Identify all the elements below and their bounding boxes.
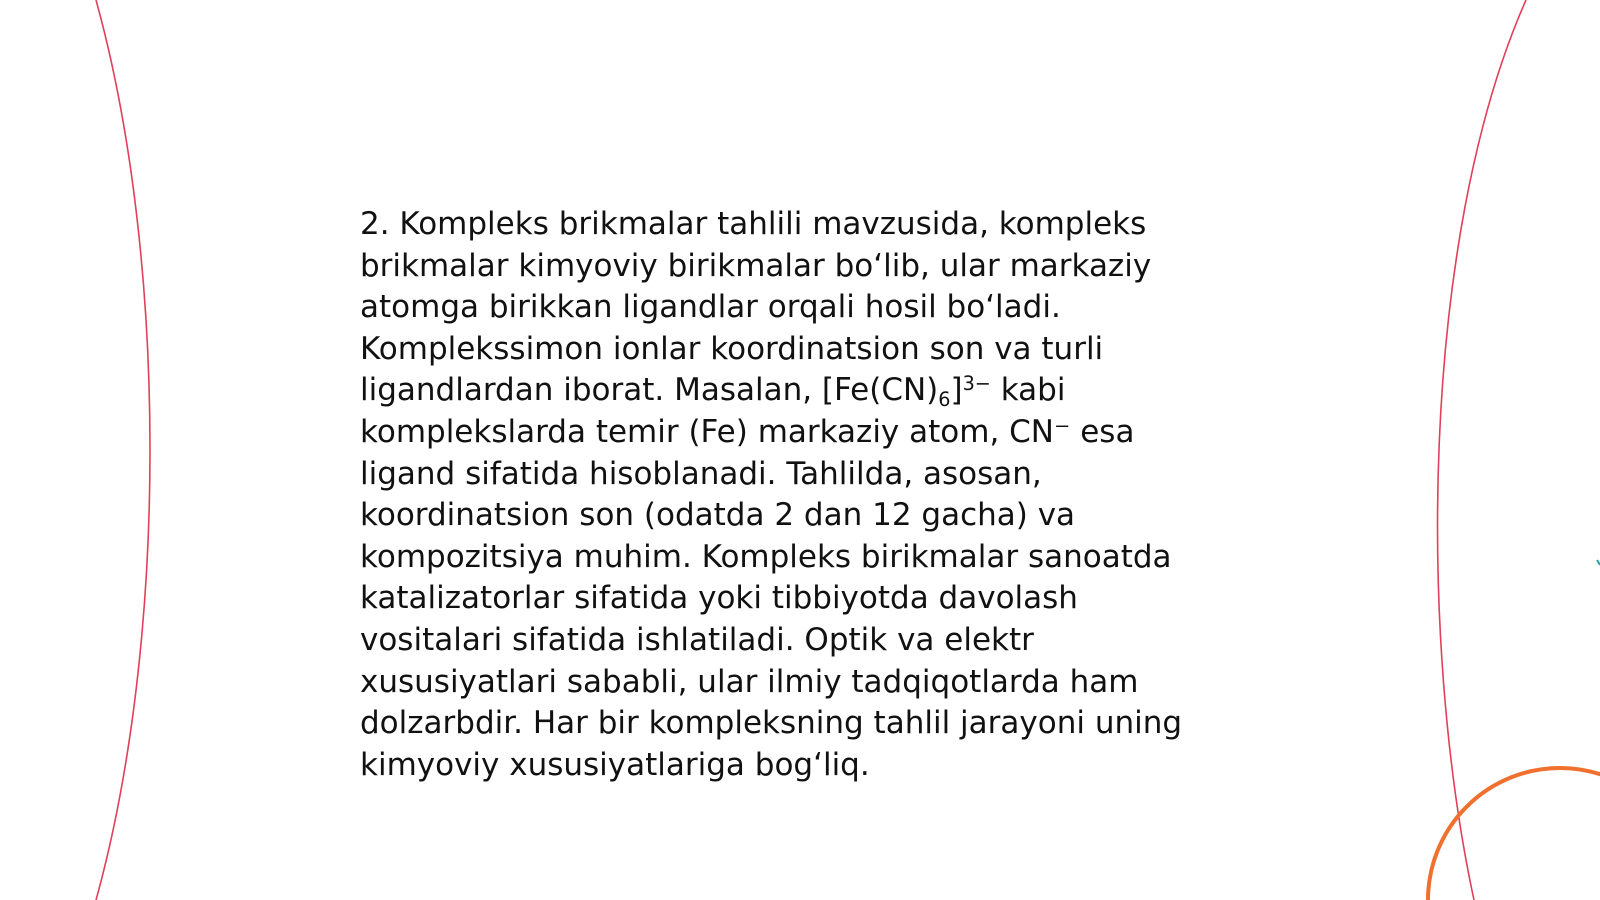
right-curve xyxy=(1438,0,1526,900)
text-line-12: xususiyatlari sababli, ular ilmiy tadqiqotlarda ham xyxy=(360,663,1139,700)
text-line-2: brikmalar kimyoviy birikmalar boʻlib, ular markaziy xyxy=(360,247,1152,284)
text-line-1: 2. Kompleks brikmalar tahlili mavzusida, kompleks xyxy=(360,206,1147,242)
text-line-6-part-a: komplekslarda temir (Fe) markaziy atom, CN xyxy=(360,413,1054,450)
text-line-5-part-c: kabi xyxy=(990,372,1066,409)
formula-charge-superscript: 3− xyxy=(962,371,991,395)
text-line-11: vositalari sifatida ishlatiladi. Optik va elektr xyxy=(360,621,1034,658)
text-line-10: katalizatorlar sifatida yoki tibbiyotda davolash xyxy=(360,580,1078,617)
text-line-14: kimyoviy xususiyatlariga bogʻliq. xyxy=(360,746,870,783)
cn-charge: ⁻ xyxy=(1054,413,1071,450)
text-line-8: koordinatsion son (odatda 2 dan 12 gacha) va xyxy=(360,497,1076,534)
text-line-7: ligand sifatida hisoblanadi. Tahlilda, asosan, xyxy=(360,455,1042,492)
text-line-6-part-b: esa xyxy=(1070,413,1135,450)
text-line-5-part-b: ] xyxy=(950,372,963,409)
formula-subscript: 6 xyxy=(938,388,951,412)
text-line-5-part-a: ligandlardan iborat. Masalan, [Fe(CN) xyxy=(360,372,939,409)
text-line-3: atomga birikkan ligandlar orqali hosil boʻladi. xyxy=(360,289,1061,326)
left-curve xyxy=(96,0,150,900)
text-line-13: dolzarbdir. Har bir kompleksning tahlil jarayoni uning xyxy=(360,705,1183,742)
text-line-9: kompozitsiya muhim. Kompleks birikmalar sanoatda xyxy=(360,538,1172,575)
text-line-5 xyxy=(360,370,1250,412)
body-paragraph xyxy=(360,204,1250,786)
text-line-4: Komplekssimon ionlar koordinatsion son va turli xyxy=(360,330,1104,367)
text-line-6 xyxy=(360,412,1250,454)
